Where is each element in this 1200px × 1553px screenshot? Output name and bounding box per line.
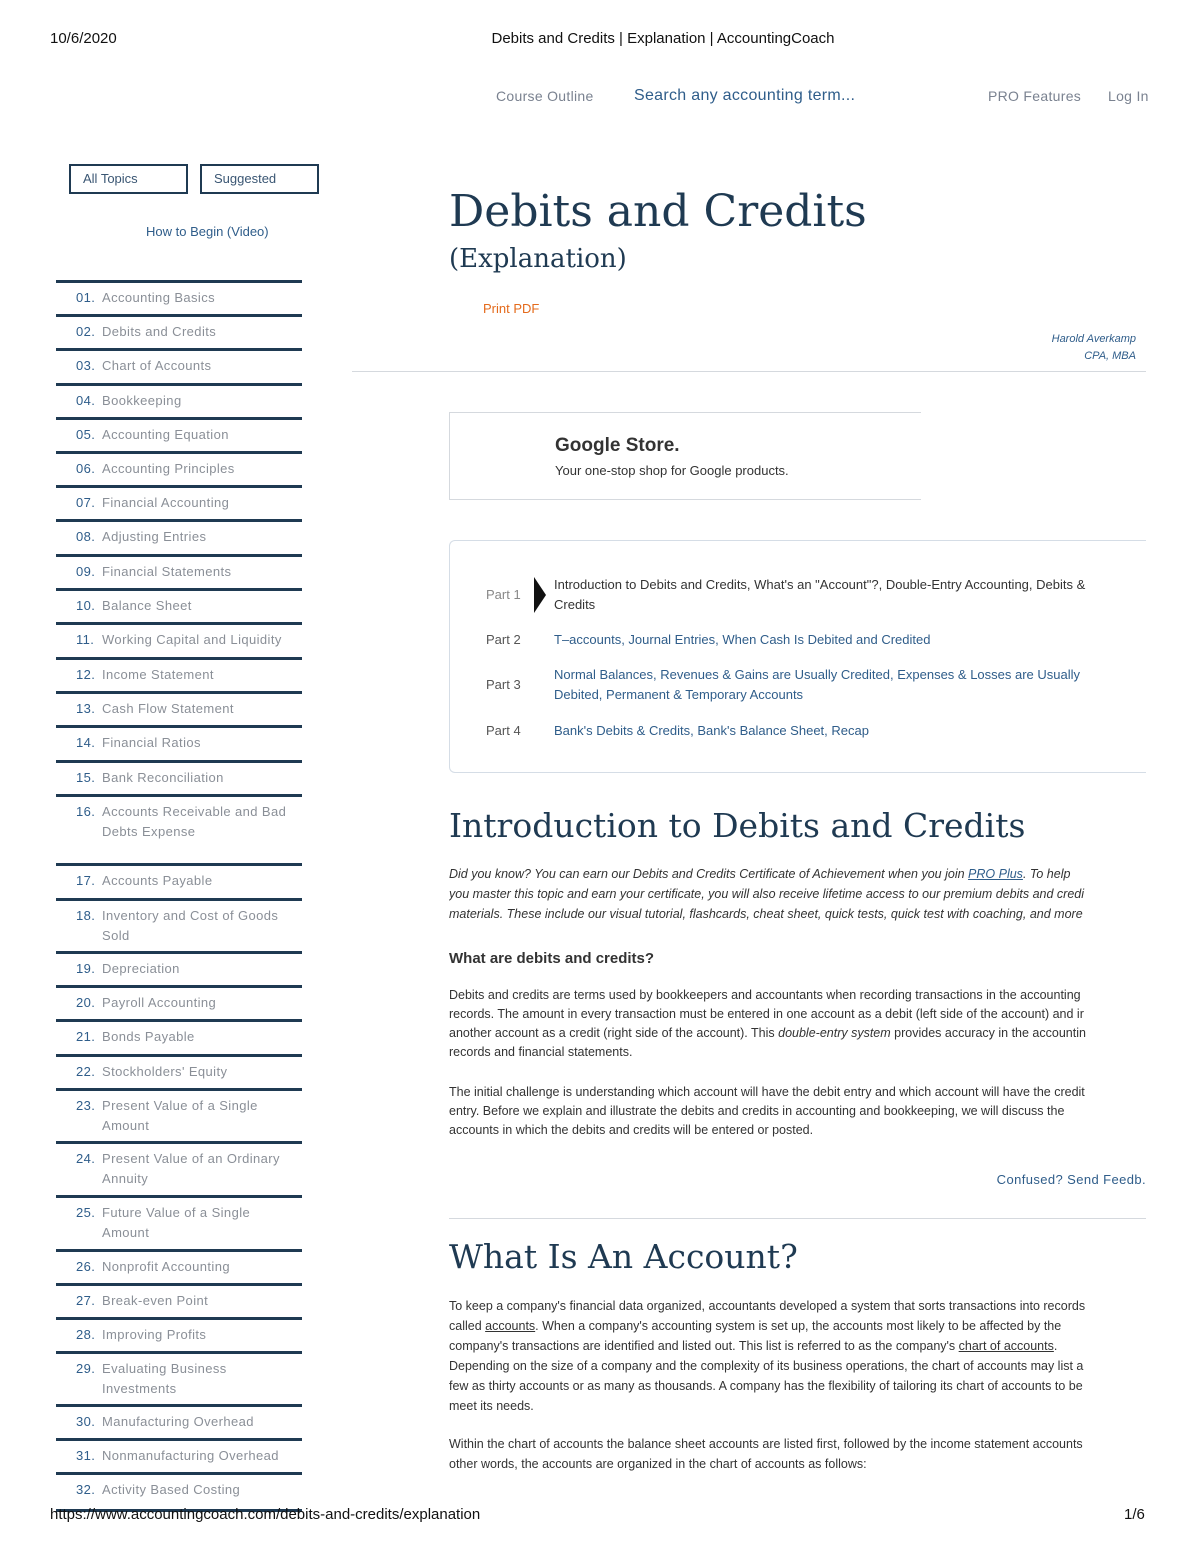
toc-part-label: Part 1 bbox=[486, 587, 521, 602]
sidebar-item[interactable] bbox=[56, 985, 302, 1019]
sidebar-item-label: Present Value of an Ordinary Annuity bbox=[102, 1151, 280, 1186]
sidebar-item-label: Present Value of a Single Amount bbox=[102, 1098, 258, 1133]
sidebar-item-label: Cash Flow Statement bbox=[102, 701, 234, 716]
toc-part-label: Part 2 bbox=[486, 632, 521, 647]
sidebar-item-label: Adjusting Entries bbox=[102, 529, 207, 544]
sidebar-item[interactable] bbox=[56, 1317, 302, 1351]
sidebar-item-number: 30. bbox=[76, 1414, 96, 1429]
sidebar-item-label: Accounting Basics bbox=[102, 290, 216, 305]
sidebar-item-number: 25. bbox=[76, 1205, 96, 1220]
sidebar-item[interactable] bbox=[56, 348, 302, 383]
sidebar-item-label: Stockholders' Equity bbox=[102, 1064, 228, 1079]
sidebar-item-number: 19. bbox=[76, 961, 96, 976]
sidebar-item[interactable] bbox=[56, 1404, 302, 1438]
sidebar-item-label: Financial Accounting bbox=[102, 495, 230, 510]
paragraph-text: provides accuracy in the accountin bbox=[890, 1026, 1086, 1040]
tab-suggested[interactable]: Suggested bbox=[200, 164, 319, 194]
paragraph-line: The initial challenge is understanding which account will have the debit entry and which account will have the credit bbox=[449, 1085, 1085, 1099]
sidebar-item-number: 09. bbox=[76, 564, 96, 579]
paragraph-line: few as thirty accounts or as many as thousands. A company has the flexibility of tailoring its chart of accounts to be bbox=[449, 1379, 1083, 1393]
sidebar-item-number: 15. bbox=[76, 770, 96, 785]
paragraph-line: Within the chart of accounts the balance sheet accounts are listed first, followed by the income statement accounts bbox=[449, 1437, 1083, 1451]
sidebar-item-label: Balance Sheet bbox=[102, 598, 192, 613]
sidebar-item-number: 06. bbox=[76, 461, 96, 476]
sidebar-item-number: 18. bbox=[76, 908, 96, 923]
paragraph-line: records and financial statements. bbox=[449, 1045, 633, 1059]
sidebar-item-label: Financial Ratios bbox=[102, 735, 201, 750]
sidebar-item[interactable] bbox=[56, 760, 302, 794]
sidebar-item-number: 13. bbox=[76, 701, 96, 716]
sidebar-item-number: 24. bbox=[76, 1151, 96, 1166]
sidebar-item-number: 02. bbox=[76, 324, 96, 339]
sidebar-item-label: Improving Profits bbox=[102, 1327, 207, 1342]
author-credentials: CPA, MBA bbox=[1084, 350, 1136, 362]
toc-part-4[interactable] bbox=[450, 720, 1147, 742]
sidebar-item-label: Bookkeeping bbox=[102, 393, 182, 408]
current-part-arrow-icon bbox=[534, 577, 546, 613]
chart-of-accounts-link[interactable]: chart of accounts bbox=[958, 1339, 1054, 1353]
did-you-know-line: materials. These include our visual tutorial, flashcards, cheat sheet, quick tests, quick test with coaching, and more bbox=[449, 907, 1083, 921]
send-feedback-link[interactable]: Confused? Send Feedb. bbox=[996, 1172, 1146, 1187]
sidebar-item[interactable] bbox=[56, 794, 302, 863]
sidebar-item-label: Bonds Payable bbox=[102, 1029, 195, 1044]
sidebar-item-label: Nonprofit Accounting bbox=[102, 1259, 230, 1274]
paragraph-line: accounts in which the debits and credits will be entered or posted. bbox=[449, 1123, 814, 1137]
course-outline-link[interactable]: Course Outline bbox=[496, 88, 594, 104]
did-you-know-line bbox=[449, 865, 1146, 885]
toc-part-text: Normal Balances, Revenues & Gains are Usually Credited, Expenses & Losses are Usually Debited, Permanent & Temporary Accounts bbox=[554, 667, 1081, 702]
sidebar-item[interactable] bbox=[56, 1054, 302, 1088]
sidebar-item-label: Accounting Principles bbox=[102, 461, 235, 476]
sidebar-item[interactable] bbox=[56, 725, 302, 760]
pro-features-link[interactable]: PRO Features bbox=[988, 88, 1082, 104]
sidebar-item-number: 05. bbox=[76, 427, 96, 442]
print-pdf-link[interactable]: Print PDF bbox=[483, 301, 540, 316]
sidebar-item[interactable] bbox=[56, 1351, 302, 1404]
paragraph-text: . bbox=[1053, 1339, 1058, 1353]
divider bbox=[352, 371, 1146, 372]
did-you-know-line: you master this topic and earn your certificate, you will also receive lifetime access to our premium debits and credi bbox=[449, 887, 1085, 901]
author-name[interactable]: Harold Averkamp bbox=[1051, 333, 1136, 345]
print-date: 10/6/2020 bbox=[50, 30, 117, 47]
sidebar-item-label: Inventory and Cost of Goods Sold bbox=[102, 908, 279, 943]
ad-banner[interactable] bbox=[449, 412, 921, 500]
did-you-know-text: Did you know? You can earn our Debits and Credits Certificate of Achievement when you join bbox=[449, 867, 969, 881]
sidebar-item-label: Payroll Accounting bbox=[102, 995, 217, 1010]
sidebar-item-label: Bank Reconciliation bbox=[102, 770, 224, 785]
sidebar-item-number: 29. bbox=[76, 1361, 96, 1376]
how-to-begin-link[interactable]: How to Begin (Video) bbox=[146, 224, 269, 239]
sidebar-item-number: 20. bbox=[76, 995, 96, 1010]
sidebar-item-label: Financial Statements bbox=[102, 564, 232, 579]
sidebar-item-number: 21. bbox=[76, 1029, 96, 1044]
sidebar-item-number: 26. bbox=[76, 1259, 96, 1274]
sidebar-item-label: Accounts Payable bbox=[102, 873, 213, 888]
sidebar-item-number: 32. bbox=[76, 1482, 96, 1497]
sidebar-item[interactable] bbox=[56, 519, 302, 554]
toc-part-1[interactable] bbox=[450, 575, 1147, 615]
paragraph-line bbox=[449, 1317, 1146, 1337]
paragraph-text: . When a company's accounting system is set up, the accounts most likely to be affected by the bbox=[535, 1319, 1062, 1333]
sidebar-item-number: 31. bbox=[76, 1448, 96, 1463]
sidebar-item[interactable] bbox=[56, 554, 302, 588]
print-page-number: 1/6 bbox=[1124, 1506, 1145, 1523]
section-heading-introduction: Introduction to Debits and Credits bbox=[449, 806, 1026, 845]
sidebar-item-number: 10. bbox=[76, 598, 96, 613]
sidebar-item-label: Income Statement bbox=[102, 667, 214, 682]
sidebar-item-number: 17. bbox=[76, 873, 96, 888]
paragraph-text: called bbox=[449, 1319, 486, 1333]
sidebar-item-number: 01. bbox=[76, 290, 96, 305]
toc-part-2[interactable] bbox=[450, 629, 1147, 651]
paragraph-line: Debits and credits are terms used by bookkeepers and accountants when recording transactions in the accounting bbox=[449, 988, 1081, 1002]
sidebar-item-number: 11. bbox=[76, 632, 95, 647]
paragraph-text: company's transactions are identified and listed out. This list is referred to as the company's bbox=[449, 1339, 959, 1353]
sidebar-item[interactable] bbox=[56, 1249, 302, 1283]
paragraph-line: meet its needs. bbox=[449, 1399, 534, 1413]
sidebar-item-number: 12. bbox=[76, 667, 96, 682]
paragraph-line: Depending on the size of a company and the complexity of its business operations, the chart of accounts may list a bbox=[449, 1359, 1084, 1373]
paragraph-line: records. The amount in every transaction must be entered in one account as a debit (left side of the account) and ir bbox=[449, 1007, 1084, 1021]
pro-plus-link[interactable]: PRO Plus bbox=[968, 867, 1023, 881]
ad-title: Google Store. bbox=[555, 435, 680, 456]
page-title: Debits and Credits bbox=[449, 186, 867, 237]
sidebar-item-number: 28. bbox=[76, 1327, 96, 1342]
paragraph-line: other words, the accounts are organized in the chart of accounts as follows: bbox=[449, 1457, 867, 1471]
sidebar-item[interactable] bbox=[56, 1019, 302, 1054]
sidebar-item-label: Accounting Equation bbox=[102, 427, 229, 442]
sidebar-item-number: 22. bbox=[76, 1064, 96, 1079]
paragraph-line bbox=[449, 1024, 1146, 1044]
sidebar-item[interactable] bbox=[56, 1283, 302, 1317]
toc-part-label: Part 4 bbox=[486, 723, 521, 738]
sidebar-item-number: 23. bbox=[76, 1098, 96, 1113]
sidebar-item[interactable] bbox=[56, 863, 302, 898]
sidebar-item-label: Chart of Accounts bbox=[102, 358, 212, 373]
sidebar-item-number: 08. bbox=[76, 529, 96, 544]
paragraph-line: To keep a company's financial data organized, accountants developed a system that sorts transactions into records bbox=[449, 1299, 1086, 1313]
sidebar-item[interactable] bbox=[56, 1195, 302, 1249]
sidebar-item[interactable] bbox=[56, 691, 302, 725]
sidebar-item-label: Evaluating Business Investments bbox=[102, 1361, 227, 1396]
sidebar-item-number: 16. bbox=[76, 804, 96, 819]
sidebar-item[interactable] bbox=[56, 1141, 302, 1195]
tab-all-topics[interactable]: All Topics bbox=[69, 164, 188, 194]
sidebar-item-number: 03. bbox=[76, 358, 96, 373]
accounts-link[interactable]: accounts bbox=[485, 1319, 536, 1333]
topic-list bbox=[56, 280, 302, 1512]
sidebar-item-label: Future Value of a Single Amount bbox=[102, 1205, 251, 1240]
sidebar-item-label: Working Capital and Liquidity bbox=[102, 632, 282, 647]
sidebar-item-number: 04. bbox=[76, 393, 96, 408]
search-input[interactable]: Search any accounting term... bbox=[634, 87, 856, 104]
sidebar-item-label: Debits and Credits bbox=[102, 324, 217, 339]
did-you-know-text: . To help bbox=[1022, 867, 1071, 881]
sidebar-item[interactable] bbox=[56, 588, 302, 622]
sidebar-item-label: Manufacturing Overhead bbox=[102, 1414, 254, 1429]
sidebar-item[interactable] bbox=[56, 280, 302, 314]
article-parts-nav bbox=[449, 540, 1146, 773]
sidebar-item[interactable] bbox=[56, 383, 302, 417]
section-heading-what-is-account: What Is An Account? bbox=[449, 1237, 798, 1276]
sidebar-item[interactable] bbox=[56, 657, 302, 691]
paragraph-line bbox=[449, 1337, 1146, 1357]
sidebar-item-number: 14. bbox=[76, 735, 96, 750]
toc-part-label: Part 3 bbox=[486, 677, 521, 692]
page-subtitle: (Explanation) bbox=[449, 244, 627, 274]
sidebar-item-label: Break-even Point bbox=[102, 1293, 209, 1308]
sidebar-item[interactable] bbox=[56, 451, 302, 485]
ad-text: Your one-stop shop for Google products. bbox=[555, 463, 789, 478]
sidebar-item-label: Accounts Receivable and Bad Debts Expense bbox=[102, 804, 287, 839]
sidebar-item[interactable] bbox=[56, 951, 302, 985]
sidebar-item[interactable] bbox=[56, 485, 302, 519]
print-title: Debits and Credits | Explanation | AccountingCoach bbox=[491, 30, 835, 47]
sidebar-item-number: 27. bbox=[76, 1293, 96, 1308]
print-footer-url: https://www.accountingcoach.com/debits-and-credits/explanation bbox=[50, 1506, 481, 1523]
subheading-what-are-debits-credits: What are debits and credits? bbox=[449, 950, 655, 967]
sidebar-item[interactable] bbox=[56, 898, 302, 951]
sidebar-item-label: Nonmanufacturing Overhead bbox=[102, 1448, 279, 1463]
paragraph-line: entry. Before we explain and illustrate the debits and credits in accounting and bookkeeping, we will discuss the bbox=[449, 1104, 1065, 1118]
sidebar-item[interactable] bbox=[56, 1088, 302, 1141]
sidebar-item-number: 07. bbox=[76, 495, 96, 510]
paragraph-text: another account as a credit (right side of the account). This bbox=[449, 1026, 779, 1040]
toc-part-text: T–accounts, Journal Entries, When Cash Is Debited and Credited bbox=[554, 632, 931, 647]
log-in-link[interactable]: Log In bbox=[1108, 88, 1149, 104]
toc-part-text: Bank's Debits & Credits, Bank's Balance Sheet, Recap bbox=[554, 723, 869, 738]
sidebar-item[interactable] bbox=[56, 1438, 302, 1472]
toc-part-text: Introduction to Debits and Credits, What's an "Account"?, Double-Entry Accounting, Debits & Credits bbox=[554, 577, 1086, 612]
divider bbox=[449, 1218, 1146, 1219]
sidebar-item[interactable] bbox=[56, 417, 302, 451]
sidebar-item[interactable] bbox=[56, 622, 302, 657]
sidebar-item-label: Depreciation bbox=[102, 961, 180, 976]
toc-part-3[interactable] bbox=[450, 665, 1147, 705]
sidebar-item-label: Activity Based Costing bbox=[102, 1482, 241, 1497]
sidebar-item[interactable] bbox=[56, 314, 302, 348]
double-entry-term: double-entry system bbox=[778, 1026, 891, 1040]
